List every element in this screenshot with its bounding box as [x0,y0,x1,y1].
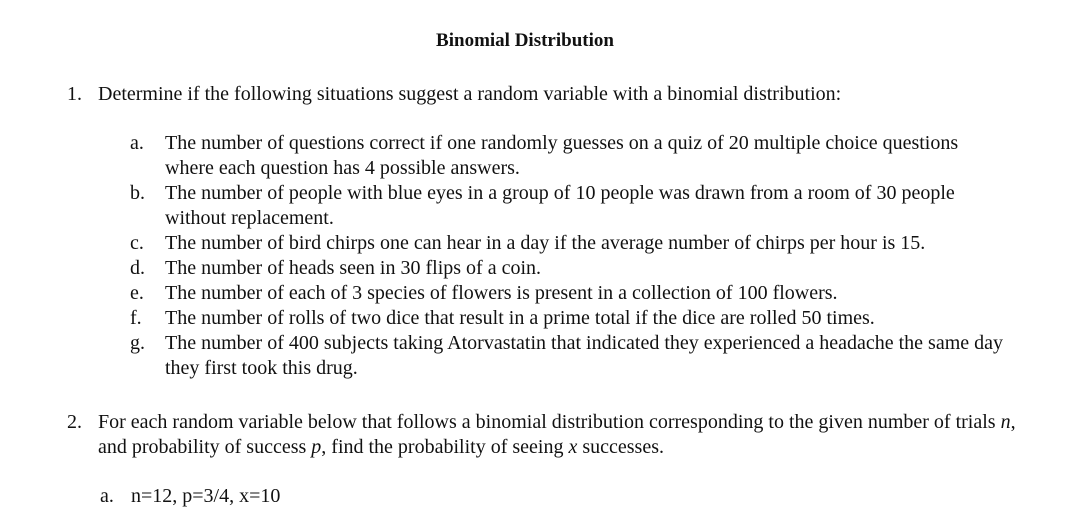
page-title: Binomial Distribution [436,30,614,51]
list-item [130,306,1030,331]
variable-x: x [568,436,578,458]
question-text [98,410,1028,460]
item-letter: e. [130,282,144,304]
question-1 [67,82,1047,108]
item-letter: b. [130,182,145,204]
question-number: 1. [67,83,82,105]
list-item [130,181,1030,231]
item-text: The number of each of 3 species of flowers is present in a collection of 100 flowers. [165,282,838,304]
item-text: The number of people with blue eyes in a group of 10 people was drawn from a room of 30 people without replacement. [165,182,955,229]
question-number: 2. [67,411,82,433]
list-item [130,256,1030,281]
item-letter: a. [100,485,114,507]
item-letter: a. [130,132,144,154]
question-text-part: , and probability of success [98,411,1016,458]
question-text-part: , find the probability of seeing [321,436,569,458]
question-1-items [130,131,1030,381]
list-item [130,281,1030,306]
item-letter: d. [130,257,145,279]
item-text: The number of rolls of two dice that result in a prime total if the dice are rolled 50 times. [165,307,875,329]
item-letter: g. [130,332,145,354]
list-item [130,231,1030,256]
item-text: n=12, p=3/4, x=10 [131,485,281,507]
list-item [130,131,1030,181]
variable-p: p [311,436,322,458]
question-2-item-a [100,484,280,509]
item-letter: f. [130,307,142,329]
question-text: Determine if the following situations suggest a random variable with a binomial distribution: [98,83,842,105]
item-text: The number of heads seen in 30 flips of a coin. [165,257,542,279]
item-text: The number of questions correct if one randomly guesses on a quiz of 20 multiple choice questions where each question has 4 possible answers. [165,132,959,179]
item-letter: c. [130,232,144,254]
question-text-part: successes. [577,436,664,458]
item-text: The number of 400 subjects taking Atorvastatin that indicated they experienced a headache the same day they first took this drug. [165,332,1004,379]
question-text-part: For each random variable below that follows a binomial distribution corresponding to the given number of trials [98,411,1001,433]
variable-n: n [1000,411,1011,433]
list-item [130,331,1030,381]
item-text: The number of bird chirps one can hear in a day if the average number of chirps per hour is 15. [165,232,926,254]
question-2 [67,410,1057,462]
